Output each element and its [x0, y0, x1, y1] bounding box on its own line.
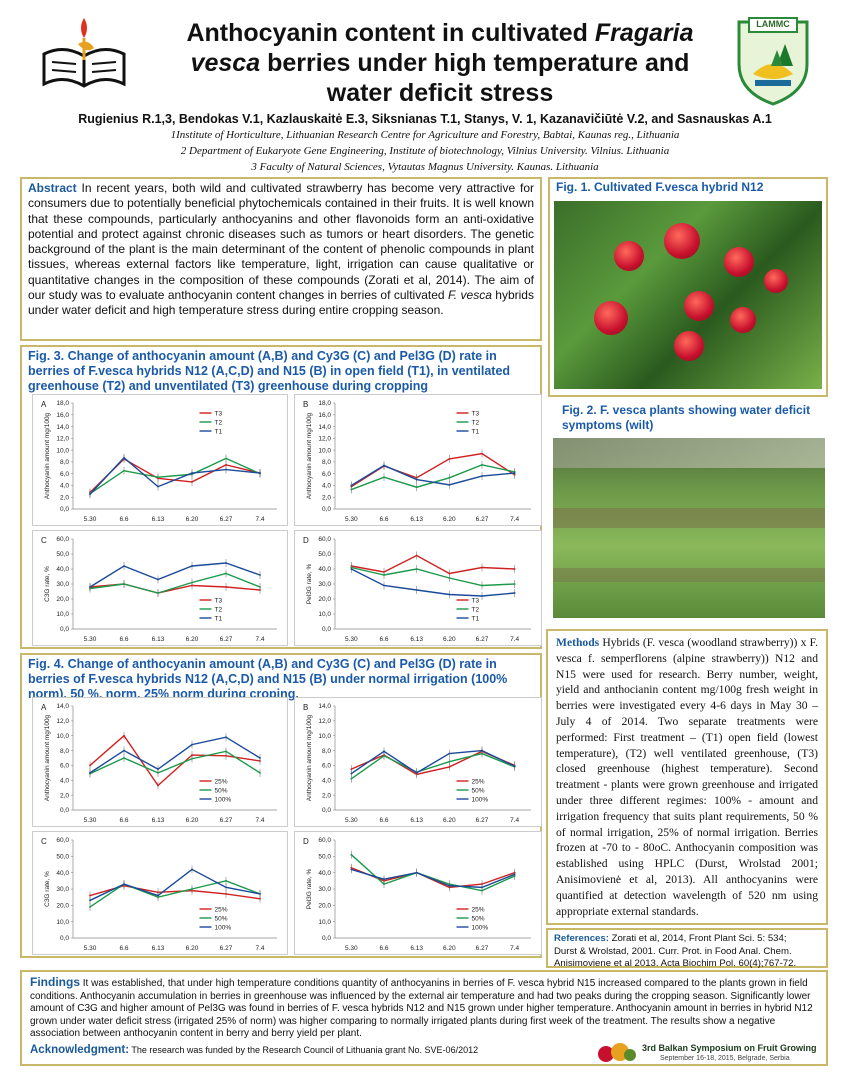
left-logo-icon: [38, 14, 130, 94]
data-point: [157, 785, 159, 787]
y-tick-label: 4,0: [59, 482, 69, 490]
data-point: [350, 869, 352, 871]
y-tick-label: 50,0: [318, 853, 331, 861]
x-tick-label: 6.27: [475, 945, 489, 952]
panel-label: D: [303, 536, 309, 545]
data-point: [514, 583, 516, 585]
data-point: [259, 586, 261, 588]
data-point: [123, 470, 125, 472]
y-tick-label: 4,0: [59, 777, 69, 785]
x-tick-label: 6.13: [410, 516, 423, 523]
y-tick-label: 50,0: [318, 551, 331, 559]
y-tick-label: 2,0: [59, 494, 69, 502]
series-line: [90, 458, 260, 493]
x-tick-label: 6.13: [151, 945, 165, 952]
x-tick-label: 7.4: [255, 817, 265, 824]
data-point: [89, 586, 91, 588]
series-line: [90, 574, 260, 594]
data-point: [514, 472, 516, 474]
y-axis-label: Anthocyanin amount mg/100g: [44, 412, 51, 500]
y-tick-label: 60,0: [56, 837, 69, 845]
reference-2: Durst & Wrolstad, 2001. Curr. Prot. in Food Anal. Chem.: [554, 945, 792, 957]
x-tick-label: 6.20: [443, 516, 456, 523]
data-point: [191, 472, 193, 474]
data-point: [481, 464, 483, 466]
y-tick-label: 30,0: [56, 886, 69, 894]
data-point: [157, 486, 159, 488]
legend-label: 100%: [471, 796, 489, 804]
y-tick-label: 40,0: [56, 566, 69, 574]
legend-label: 100%: [214, 796, 232, 804]
data-point: [123, 750, 125, 752]
data-point: [191, 582, 193, 584]
data-point: [191, 481, 193, 483]
findings-label: Findings: [30, 975, 80, 989]
data-point: [259, 574, 261, 576]
x-tick-label: 6.6: [119, 516, 129, 523]
x-tick-label: 6.6: [119, 945, 129, 952]
strawberry-photo-icon: [554, 201, 822, 389]
abstract-label: Abstract: [28, 181, 77, 195]
abstract-text-end: hybrids under water deficit and high temperature stress during entire cropping season.: [28, 288, 534, 318]
y-tick-label: 14,0: [318, 703, 331, 711]
legend-label: T1: [214, 615, 223, 623]
x-tick-label: 5.30: [345, 817, 358, 824]
data-point: [225, 562, 227, 564]
panel-label: A: [41, 400, 47, 409]
x-tick-label: 5.30: [345, 945, 358, 952]
y-tick-label: 2,0: [321, 792, 331, 800]
data-point: [350, 773, 352, 775]
data-point: [259, 757, 261, 759]
y-tick-label: 14,0: [56, 423, 69, 431]
data-point: [123, 583, 125, 585]
y-tick-label: 0,0: [59, 506, 69, 514]
fig3-title: Fig. 3. Change of anthocyanin amount (A,B) and Cy3G (C) and Pel3G (D) rate in berries of F.vesca hybrids N12 (A,C,D) and N15 (B) in open field (T1), in ventilated greenhouse (T2) and unventilated (T3) greenhouse during cropping: [28, 349, 511, 393]
data-point: [383, 878, 385, 880]
y-tick-label: 2,0: [321, 494, 331, 502]
x-tick-label: 7.4: [510, 516, 520, 523]
legend-label: 25%: [471, 778, 485, 786]
data-point: [89, 765, 91, 767]
x-tick-label: 7.4: [510, 817, 520, 824]
y-tick-label: 20,0: [318, 902, 331, 910]
data-point: [350, 485, 352, 487]
data-point: [383, 585, 385, 587]
legend-label: 25%: [214, 778, 228, 786]
y-axis-label: Pel3G rate, %: [306, 563, 313, 605]
fig1-box: [548, 177, 828, 397]
legend-label: T2: [471, 419, 480, 427]
y-tick-label: 0,0: [59, 626, 69, 634]
x-tick-label: 5.30: [83, 516, 97, 523]
legend-label: 50%: [471, 915, 485, 923]
y-tick-label: 0,0: [59, 935, 69, 943]
legend-label: T1: [214, 428, 223, 436]
symposium-date: September 16-18, 2015, Belgrade, Serbia: [660, 1055, 790, 1062]
y-tick-label: 10,0: [56, 918, 69, 926]
x-tick-label: 6.13: [151, 516, 165, 523]
chart-fig4-c: [32, 831, 288, 955]
references-box: [546, 928, 828, 968]
series-line: [351, 855, 514, 891]
data-point: [157, 579, 159, 581]
y-tick-label: 20,0: [56, 902, 69, 910]
chart-fig3-a: [32, 394, 288, 526]
x-tick-label: 6.27: [219, 516, 233, 523]
data-point: [481, 595, 483, 597]
x-tick-label: 6.27: [219, 945, 233, 952]
y-tick-label: 10,0: [318, 918, 331, 926]
legend-label: T3: [471, 410, 480, 418]
data-point: [259, 772, 261, 774]
data-point: [157, 476, 159, 478]
y-tick-label: 12,0: [56, 435, 69, 443]
y-tick-label: 30,0: [318, 886, 331, 894]
data-point: [416, 772, 418, 774]
x-tick-label: 6.27: [219, 636, 233, 643]
y-axis-label: C3G rate, %: [44, 566, 51, 602]
y-tick-label: 4,0: [321, 777, 331, 785]
legend-label: T3: [471, 597, 480, 605]
data-point: [350, 568, 352, 570]
methods-box: [546, 629, 828, 925]
y-tick-label: 0,0: [59, 807, 69, 815]
chart-fig3-c: [32, 530, 288, 646]
panel-label: D: [303, 837, 309, 846]
lammc-logo-text: LAMMC: [756, 19, 790, 29]
chart-fig4-d: [294, 831, 542, 955]
y-tick-label: 60,0: [318, 837, 331, 845]
data-point: [481, 886, 483, 888]
symposium-title: 3rd Balkan Symposium on Fruit Growing: [642, 1043, 817, 1053]
x-tick-label: 6.13: [151, 817, 165, 824]
data-point: [514, 873, 516, 875]
fig4-title: Fig. 4. Change of anthocyanin amount (A,B) and Cy3G (C) and Pel3G (D) rate in berries of F.vesca hybrids N12 (A,C,D) and N15 (B) under normal irrigation (100% norm), 50 %, norm, 25% norm during croping.: [28, 657, 508, 701]
legend-label: T1: [471, 615, 480, 623]
legend-label: T2: [214, 606, 223, 614]
data-point: [259, 898, 261, 900]
x-tick-label: 7.4: [255, 636, 265, 643]
y-tick-label: 10,0: [56, 447, 69, 455]
data-point: [448, 477, 450, 479]
data-point: [481, 475, 483, 477]
data-point: [191, 758, 193, 760]
panel-label: B: [303, 703, 309, 712]
y-tick-label: 14,0: [318, 423, 331, 431]
legend-label: 100%: [471, 924, 489, 932]
y-tick-label: 4,0: [321, 482, 331, 490]
panel-label: A: [41, 703, 47, 712]
data-point: [481, 750, 483, 752]
data-point: [157, 768, 159, 770]
y-tick-label: 18,0: [56, 400, 69, 408]
x-tick-label: 6.6: [379, 516, 389, 523]
symposium-logo-icon: [594, 1040, 640, 1064]
legend-label: T2: [471, 606, 480, 614]
y-tick-label: 40,0: [56, 869, 69, 877]
y-tick-label: 30,0: [56, 581, 69, 589]
x-tick-label: 6.20: [185, 516, 199, 523]
data-point: [383, 883, 385, 885]
y-tick-label: 18,0: [318, 400, 331, 408]
data-point: [383, 465, 385, 467]
data-point: [225, 469, 227, 471]
findings-text: It was established, that under high temperature conditions quantity of anthocyanins in berries of F. vesca hybrid N15 increased compared to the plants grown in field conditions. Anthocyanin accumulation in berries in greenhouse was influenced by the external air temperature and had two peaks during the cropping season. Significantly lower amount of C3G and higher amount of Pel3G was found in berries of F. vesca hybrids N12 and N15 grown under higher temperature. Anthocyanin amount in berries in hybrid N12 grown under water deficit stress (irrigated 25% of norm) was higher comparing to normally irrigated plants during first week of the treatment. The results show a negative association between anthocyanin content in berry and berry yield per plant.: [30, 978, 813, 1039]
y-tick-label: 20,0: [56, 596, 69, 604]
x-tick-label: 5.30: [345, 516, 358, 523]
methods-label: Methods: [556, 636, 600, 649]
data-point: [383, 476, 385, 478]
legend-label: T3: [214, 410, 223, 418]
chart-fig3-b: [294, 394, 542, 526]
data-point: [481, 453, 483, 455]
x-tick-label: 5.30: [83, 945, 97, 952]
data-point: [383, 750, 385, 752]
y-tick-label: 12,0: [318, 718, 331, 726]
y-tick-label: 16,0: [318, 411, 331, 419]
x-tick-label: 6.27: [219, 817, 233, 824]
y-tick-label: 8,0: [321, 747, 331, 755]
data-point: [191, 869, 193, 871]
legend-label: 25%: [471, 906, 485, 914]
panel-label: C: [41, 837, 47, 846]
y-tick-label: 0,0: [321, 935, 331, 943]
data-point: [416, 568, 418, 570]
x-tick-label: 7.4: [255, 516, 265, 523]
data-point: [89, 772, 91, 774]
data-point: [225, 586, 227, 588]
data-point: [225, 573, 227, 575]
y-tick-label: 10,0: [318, 732, 331, 740]
affiliation-3: 3 Faculty of Natural Sciences, Vytautas Magnus University. Kaunas. Lithuania: [251, 161, 599, 173]
data-point: [448, 766, 450, 768]
authors: Rugienius R.1,3, Bendokas V.1, Kazlauskaitė E.3, Siksnianas T.1, Stanys, V. 1, Kazanavičiūtė V.2, and Sasnauskas A.1: [78, 112, 772, 126]
y-tick-label: 30,0: [318, 581, 331, 589]
y-axis-label: Anthocyanin amount mg/100g: [306, 412, 313, 500]
data-point: [448, 484, 450, 486]
y-axis-label: Anthocyanin amount mg/100g: [44, 714, 51, 802]
ack-text: The research was funded by the Research Council of Lithuania grant No. SVE-06/2012: [129, 1044, 479, 1055]
poster-title: Anthocyanin content in cultivated Fragaria vesca berries under high temperature and water deficit stress: [186, 19, 694, 107]
legend-label: 50%: [214, 915, 228, 923]
data-point: [89, 906, 91, 908]
legend-label: 100%: [214, 924, 232, 932]
x-tick-label: 6.13: [151, 636, 165, 643]
y-tick-label: 12,0: [56, 718, 69, 726]
data-point: [350, 854, 352, 856]
data-point: [448, 577, 450, 579]
data-point: [448, 761, 450, 763]
x-tick-label: 6.6: [379, 817, 389, 824]
data-point: [481, 585, 483, 587]
y-tick-label: 60,0: [56, 536, 69, 544]
y-tick-label: 40,0: [318, 869, 331, 877]
data-point: [481, 567, 483, 569]
x-tick-label: 6.13: [410, 945, 423, 952]
x-tick-label: 6.13: [410, 817, 423, 824]
data-point: [259, 893, 261, 895]
data-point: [123, 883, 125, 885]
data-point: [191, 888, 193, 890]
data-point: [416, 486, 418, 488]
data-point: [89, 895, 91, 897]
fig1-title: Fig. 1. Cultivated F.vesca hybrid N12: [556, 180, 764, 194]
panel-label: B: [303, 400, 309, 409]
x-tick-label: 6.6: [119, 817, 129, 824]
data-point: [89, 493, 91, 495]
reference-1: Zorati et al, 2014, Front Plant Sci. 5: 534;: [608, 933, 787, 944]
x-tick-label: 6.20: [443, 945, 456, 952]
affiliation-2: 2 Department of Eukaryote Gene Engineering, Institute of biotechnology, Vilnius University. Vilnius. Lithuania: [180, 145, 670, 157]
references-label: References:: [554, 933, 609, 944]
y-tick-label: 50,0: [56, 853, 69, 861]
legend-label: 25%: [214, 906, 228, 914]
y-tick-label: 6,0: [321, 470, 331, 478]
methods-text: Hybrids (F. vesca (woodland strawberry)) x F. vesca f. semperflorens (alpine strawberry)) N12 and N15 were used for research. Berry number, weight, yield and anthocianin content mg/100g fresh weight in berries were investigated every 4-6 days in May 30 – July 4 of 2014. Two separate treatments were performed: First treatment – (T1) open field (lowest temperature), (T2) well ventilated greenhouse, (T3) closed greenhouse (highest temperature). Second treatment - plants were grown greenhouse and irrigated under three different regimes: 100% - amount and irrigation frequency that suits plant requirements, 50 % of normal irrigation, 25% of normal irrigation. Berries frozen at -70 to - 80oC. Anthocyanin composition was established using HPLC (Durst, Wrolstad 2001; Anisimovienė et al, 2013). All anthocyanins were quantified at detection wavelength of 520 nm using appropriate external standards.: [556, 636, 818, 918]
panel-label: C: [41, 536, 47, 545]
y-tick-label: 20,0: [318, 596, 331, 604]
y-tick-label: 10,0: [318, 611, 331, 619]
data-point: [514, 568, 516, 570]
y-tick-label: 0,0: [321, 506, 331, 514]
y-axis-label: Anthocyanin amount mg/100g: [306, 714, 313, 802]
data-point: [123, 565, 125, 567]
y-tick-label: 50,0: [56, 551, 69, 559]
x-tick-label: 6.20: [185, 636, 199, 643]
x-tick-label: 5.30: [345, 636, 358, 643]
y-tick-label: 0,0: [321, 807, 331, 815]
legend-label: 50%: [214, 787, 228, 795]
data-point: [225, 893, 227, 895]
y-tick-label: 60,0: [318, 536, 331, 544]
x-tick-label: 7.4: [255, 945, 265, 952]
data-point: [350, 778, 352, 780]
y-tick-label: 0,0: [321, 626, 331, 634]
y-tick-label: 8,0: [321, 459, 331, 467]
data-point: [514, 765, 516, 767]
y-tick-label: 6,0: [59, 762, 69, 770]
data-point: [225, 886, 227, 888]
abstract-italic: F. vesca: [447, 288, 492, 303]
series-line: [90, 563, 260, 587]
y-axis-label: C3G rate, %: [44, 871, 51, 907]
data-point: [225, 880, 227, 882]
y-tick-label: 6,0: [59, 470, 69, 478]
x-tick-label: 6.27: [475, 817, 489, 824]
data-point: [416, 555, 418, 557]
data-point: [416, 479, 418, 481]
x-tick-label: 6.27: [475, 636, 489, 643]
x-tick-label: 6.20: [185, 945, 199, 952]
data-point: [416, 589, 418, 591]
y-tick-label: 10,0: [56, 611, 69, 619]
data-point: [157, 895, 159, 897]
x-tick-label: 7.4: [510, 945, 520, 952]
abstract-text: In recent years, both wild and cultivated strawberry has become very attractive for consumers due to potentially beneficial phytochemicals contained in their fruits. It is well known that these compounds, particularly anthocyanins and other flavonoids form an anti-oxidative potential and protect against chronic diseases such as tumors or heart disorders. The genetic background of the plant is the main determinant of the content of phenolic compounds in plant tissues, whereas external factors like temperature, light, irrigation can cause qualitative or quantitative changes in the composition of these compounds (Zorati et al, 2014). The aim of our study was to evaluate anthocyanin content changes in berries of cultivated: [28, 181, 534, 303]
x-tick-label: 6.6: [379, 945, 389, 952]
series-line: [351, 556, 514, 574]
chart-fig4-b: [294, 697, 542, 827]
x-tick-label: 6.27: [475, 516, 489, 523]
affiliation-1: 1Institute of Horticulture, Lithuanian Research Centre for Agriculture and Forestry, Babtai, Kaunas reg., Lithuania: [170, 129, 680, 141]
y-tick-label: 2,0: [59, 792, 69, 800]
y-tick-label: 16,0: [56, 411, 69, 419]
data-point: [191, 744, 193, 746]
y-tick-label: 8,0: [59, 459, 69, 467]
x-tick-label: 5.30: [83, 636, 97, 643]
data-point: [416, 872, 418, 874]
data-point: [514, 592, 516, 594]
y-tick-label: 14,0: [56, 703, 69, 711]
legend-label: T2: [214, 419, 223, 427]
fig2-title: Fig. 2. F. vesca plants showing water deficit symptoms (wilt): [562, 403, 811, 432]
x-tick-label: 6.6: [119, 636, 129, 643]
data-point: [225, 464, 227, 466]
legend-label: 50%: [471, 787, 485, 795]
data-point: [448, 885, 450, 887]
series-line: [90, 881, 260, 907]
ack-label: Acknowledgment:: [30, 1043, 130, 1056]
reference-3: Anisimoviene et al 2013. Acta Biochim Pol. 60(4);767-72.: [554, 958, 797, 969]
wilt-photo-icon: [553, 438, 825, 618]
x-tick-label: 7.4: [510, 636, 520, 643]
x-tick-label: 6.20: [443, 636, 456, 643]
x-tick-label: 6.13: [410, 636, 423, 643]
data-point: [191, 565, 193, 567]
data-point: [123, 735, 125, 737]
y-tick-label: 12,0: [318, 435, 331, 443]
data-point: [383, 574, 385, 576]
data-point: [157, 592, 159, 594]
chart-fig3-d: [294, 530, 542, 646]
data-point: [448, 594, 450, 596]
legend-label: T1: [471, 428, 480, 436]
chart-fig4-a: [32, 697, 288, 827]
data-point: [225, 750, 227, 752]
x-tick-label: 5.30: [83, 817, 97, 824]
data-point: [448, 458, 450, 460]
y-tick-label: 10,0: [318, 447, 331, 455]
y-tick-label: 10,0: [56, 732, 69, 740]
abstract-box: [20, 177, 542, 341]
y-axis-label: Pel3G rate, %: [306, 868, 313, 910]
y-tick-label: 40,0: [318, 566, 331, 574]
legend-label: T3: [214, 597, 223, 605]
data-point: [259, 472, 261, 474]
data-point: [123, 457, 125, 459]
data-point: [123, 757, 125, 759]
x-tick-label: 6.6: [379, 636, 389, 643]
data-point: [225, 457, 227, 459]
x-tick-label: 6.20: [185, 817, 199, 824]
y-tick-label: 8,0: [59, 747, 69, 755]
data-point: [448, 753, 450, 755]
data-point: [225, 736, 227, 738]
data-point: [89, 900, 91, 902]
y-tick-label: 6,0: [321, 762, 331, 770]
x-tick-label: 6.20: [443, 817, 456, 824]
